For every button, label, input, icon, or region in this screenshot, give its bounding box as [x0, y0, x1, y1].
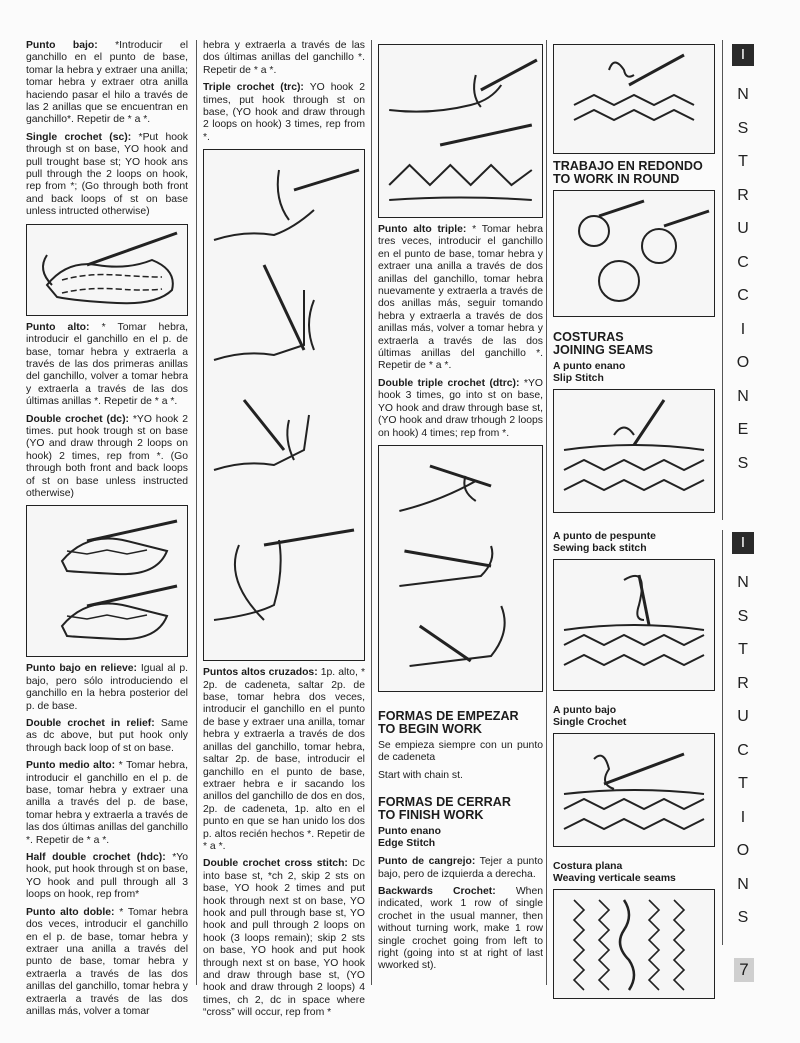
column-rule	[371, 40, 372, 985]
text-triple-crochet: Triple crochet (trc): YO hook 2 times, put hook through st on base, (YO hook and draw through 2 loops on hook) 3 times, rep from *.	[203, 82, 366, 143]
sidebar-letter: C	[737, 287, 749, 304]
column-2	[203, 40, 365, 1025]
text-dc-relief: Double crochet in relief: Same as dc above, but put hook only through back loop of st on base.	[26, 718, 189, 754]
single-crochet-seam-subhead: A punto bajo Single Crochet	[553, 705, 627, 728]
sidebar-letter: I	[740, 320, 746, 338]
sidebar-letter: O	[736, 354, 750, 371]
column-4	[553, 40, 715, 1005]
double-triple-illustration	[378, 445, 543, 692]
joining-seams-heading: COSTURAS JOINING SEAMS	[553, 330, 654, 357]
begin-work-heading: FORMAS DE EMPEZAR TO BEGIN WORK	[378, 708, 519, 736]
sidebar-letter: O	[736, 842, 750, 859]
sidebar-rule	[722, 40, 723, 520]
sidebar-letter: S	[737, 119, 749, 137]
text-begin-es: Se empieza siempre con un punto de cadeneta	[378, 739, 543, 764]
sidebar-letter: T	[738, 641, 748, 658]
sidebar-letter: U	[737, 220, 749, 237]
text-backwards-crochet: Backwards Crochet: When indicated, work 1 row of single crochet in the usual manner, then without turning work, make 1 row single crochet going from left to right (going into st at right of last wworked st).	[378, 885, 544, 972]
text-single-crochet: Single crochet (sc): *Put hook through st on base, YO hook and pull trought base st; YO hook ans pull through the 2 loops on hook, rep from *; (Go through both front and back loops of st on base unless intructed otherwise)	[26, 131, 188, 218]
text-punto-alto-doble: Punto alto doble: * Tomar hebra dos veces, introducir el ganchillo en el p. de base, tomar hebra y extraer una anilla a través del punto de base, tomar hebra y extraerla a través de las dos anillas del ganchillo, tomar hebra y extraerla a través de las dos anillas más, volver a tomar	[26, 906, 188, 1017]
sidebar-tab-marker: I	[732, 44, 754, 66]
text-dc-cross-stitch: Double crochet cross stitch: Dc into base st, *ch 2, skip 2 sts on base, YO hook 2 times and put hook through next st on base, YO hook and pull through base st, YO hook and pull through 2 loops on hook (3 loops remain); skip 2 sts on base, YO hook and put hook through next st on base, YO hook and draw through base st, (YO hook and draw through 2 loops) 4 times, ch 2, dc in space where “cross” will occur, rep from *	[203, 858, 365, 1019]
sidebar-letter: S	[737, 454, 749, 472]
work-detail-illustration	[553, 44, 715, 154]
work-in-round-illustration	[553, 190, 715, 317]
triple-treble-illustration	[378, 44, 543, 218]
text-punto-medio-alto: Punto medio alto: * Tomar hebra, introducir el ganchillo en el p. de base, tomar hebra y extraer una anilla a través del p. de base, tomar hebra y extraerla a través de las dos últimas anillas del ganchillo *. Repetir de * a *.	[26, 760, 188, 846]
sidebar-letter: C	[737, 253, 749, 271]
sidebar-letter: T	[738, 775, 748, 792]
sidebar-letter: R	[737, 186, 749, 204]
text-punto-bajo-relieve: Punto bajo en relieve: Igual al p. bajo, pero sólo introduciendo el ganchillo en la hebra posterior del p. de base.	[26, 663, 188, 712]
text-double-crochet: Double crochet (dc): *YO hook 2 times. put hook trough st on base (YO and draw through 2 loops on hook) 2 times, rep from *. (Go through both front and back loops of st on base unless instructed otherwise)	[26, 413, 188, 499]
sidebar-letter: N	[737, 875, 749, 893]
sidebar-rule	[722, 530, 723, 945]
text-double-triple-crochet: Double triple crochet (dtrc): *YO hook 3 times, go into st on base, YO hook and draw through base st, (YO hook and draw trhough 2 loops on hook) 4 times; rep from *.	[378, 377, 543, 439]
column-rule	[196, 40, 197, 985]
triple-crochet-illustration	[203, 149, 365, 661]
sidebar-tab-marker: I	[732, 532, 754, 554]
sidebar-instrucciones	[730, 44, 756, 480]
text-punto-alto-doble-cont: hebra y extraerla a través de las dos últimas anillas del ganchillo *. Repetir de * a *.	[203, 40, 365, 76]
sidebar-letter: E	[737, 421, 749, 438]
text-punto-alto-triple: Punto alto triple: * Tomar hebra tres veces, introducir el ganchillo en el punto de base, tomar hebra y extraer una anilla a través de dos anillas del ganchillo, tomar hebra nuevamente y extraerla a través de dos anillas más, seguir tomando hebra y extraerla a través de dos anillas más, volver a tomar hebra y extraerla a través de las dos últimas anillas del ganchillo *. Repetir de * a *.	[378, 224, 543, 372]
text-begin-en: Start with chain st.	[378, 769, 463, 781]
weaving-seams-subhead: Costura plana Weaving verticale seams	[553, 861, 676, 884]
finish-work-heading: FORMAS DE CERRAR TO FINISH WORK	[378, 795, 511, 823]
text-half-double-crochet: Half double crochet (hdc): *Yo hook, put hook through st on base, YO hook and pull through all 3 loops on hook, rep from*	[26, 852, 189, 901]
double-crochet-illustration	[26, 505, 188, 657]
sidebar-letter: T	[738, 153, 748, 170]
text-puntos-altos-cruzados: Puntos altos cruzados: 1p. alto, * 2p. de cadeneta, saltar 2p. de base, tomar hebra dos veces, introducir el ganchillo en el punto de base y extraer una anilla, tomar hebra y extraerla a través de dos anillas del ganchillo, tomar hebra, saltar 2p. de base, introducir el ganchillo en el punto de base, extraer hebra e ir sacando los anillos del ganchillo de dos en dos, 2p. de cadeneta, 1p. alto en el punto en que se han unido los dos p. altos recién hechos *. Repetir de * a *.	[203, 667, 365, 852]
text-punto-cangrejo: Punto de cangrejo: Tejer a punto bajo, pero de izquierda a derecha.	[378, 856, 543, 880]
sidebar-letter: S	[737, 909, 749, 926]
back-stitch-illustration	[553, 559, 715, 691]
column-1	[26, 40, 188, 1023]
single-crochet-illustration	[26, 224, 188, 316]
column-rule	[546, 40, 547, 985]
weaving-seams-illustration	[553, 889, 715, 999]
sidebar-letter: S	[737, 607, 749, 625]
sidebar-letter: N	[737, 86, 749, 103]
single-crochet-seam-illustration	[553, 733, 715, 847]
sidebar-letter: I	[740, 808, 746, 826]
sidebar-letter: U	[737, 708, 749, 725]
text-punto-alto: Punto alto: * Tomar hebra, introducir el ganchillo en el p. de base, tomar hebra y extraerla a través de las dos primeras anillas del ganchillo, volver a tomar hebra y extraerla a través de las dos últimas anillas *. Repetir de * a *.	[26, 321, 188, 408]
sidebar-letter: N	[737, 574, 749, 591]
work-in-round-heading: TRABAJO EN REDONDO TO WORK IN ROUND	[553, 159, 703, 186]
column-3	[378, 40, 543, 978]
page-number: 7	[734, 958, 754, 982]
slip-stitch-subhead: A punto enano Slip Stitch	[553, 361, 626, 384]
sidebar-instructions	[730, 532, 756, 935]
slip-stitch-illustration	[553, 389, 715, 513]
edge-stitch-subhead: Punto enano Edge Stitch	[378, 826, 441, 850]
sidebar-letter: R	[737, 674, 749, 692]
back-stitch-subhead: A punto de pespunte Sewing back stitch	[553, 531, 656, 554]
sidebar-letter: C	[737, 741, 749, 759]
text-punto-bajo: Punto bajo: *Introducir el ganchillo en el punto de base, tomar la hebra y extraer una anilla; tomar hebra y extraer otra anilla haciendo pasar el hilo a través de las 2 anillas que se encuentran en ganchillo*. Repetir de * a *.	[26, 40, 188, 126]
sidebar-letter: N	[737, 387, 749, 405]
